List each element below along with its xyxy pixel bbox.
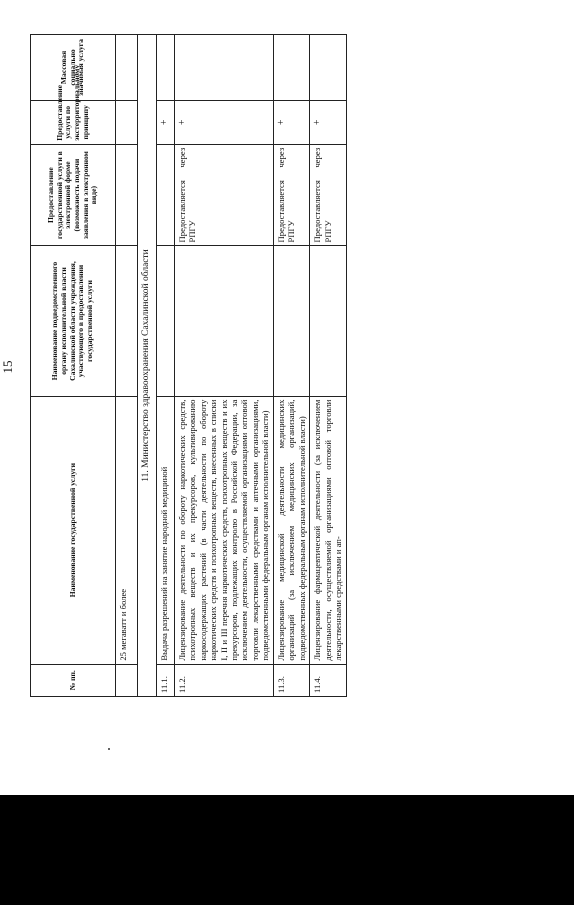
- table-row: [310, 35, 346, 697]
- header-service-name: Наименование государственной услуги: [31, 396, 116, 664]
- cell-name: Лицензирование деятельности по обороту наркотических средств, психотропных веществ и их прекурсоров, культивированию наркосодержащих растений (в части деятельности по обороту наркотических средств и психотропных веществ, внесенных в списки I, II и III перечня наркотических средств, психотропных веществ и их прекурсоров, подлежащих контролю в Российской Федерации, за исключением деятельности, осуществляемой организациями оптовой торговли лекарственными средствами и аптечными организациями, подведомственными федеральным органам исполнительной власти): [174, 396, 273, 664]
- header-mass: Массовая социально значимая услуга: [31, 35, 116, 101]
- cell-num: [116, 664, 138, 696]
- section-title: 11. Министерство здравоохранения Сахалинской области: [138, 35, 157, 697]
- table-header-row: [31, 35, 116, 697]
- cell-num: 11.4.: [310, 664, 346, 696]
- cell-extraterritorial: +: [156, 100, 174, 144]
- cell-extraterritorial: +: [273, 100, 309, 144]
- cell-name: 25 мегаватт и более: [116, 396, 138, 664]
- cell-organ: [156, 246, 174, 396]
- cell-mass: [116, 35, 138, 101]
- cell-organ: [174, 246, 273, 396]
- scan-speck: [108, 748, 110, 750]
- page-number: 15: [0, 360, 15, 374]
- section-row: [138, 35, 157, 697]
- cell-electronic: [156, 144, 174, 246]
- cell-num: 11.1.: [156, 664, 174, 696]
- header-organ: Наименование подведомственного органу исполнительной власти Сахалинской области учреждения, участвующего в предоставлении государственной услуги: [31, 246, 116, 396]
- rotated-document-page: [0, 7, 550, 697]
- services-table: [30, 34, 347, 697]
- cell-electronic: Предоставляется через РПГУ: [310, 144, 346, 246]
- scan-black-margin: [0, 795, 574, 905]
- cell-num: 11.3.: [273, 664, 309, 696]
- table-row: [156, 35, 174, 697]
- cell-name: Выдача разрешений на занятие народной медициной: [156, 396, 174, 664]
- cell-organ: [273, 246, 309, 396]
- cell-organ: [310, 246, 346, 396]
- cell-electronic: Предоставляется через РПГУ: [273, 144, 309, 246]
- cell-extraterritorial: +: [310, 100, 346, 144]
- table-row: [116, 35, 138, 697]
- cell-mass: [273, 35, 309, 101]
- header-num: № пп.: [31, 664, 116, 696]
- cell-num: 11.2.: [174, 664, 273, 696]
- cell-extraterritorial: [116, 100, 138, 144]
- header-electronic: Предоставление государственной услуги в электронной форме (возможность подачи заявления в электронном виде): [31, 144, 116, 246]
- cell-name: Лицензирование фармацевтической деятельности (за исключением деятельности, осуществляемой организациями оптовой торговли лекарственными средствами и ап-: [310, 396, 346, 664]
- header-extraterritorial: Предоставление услуги по экстерриториальному принципу: [31, 100, 116, 144]
- cell-extraterritorial: +: [174, 100, 273, 144]
- cell-organ: [116, 246, 138, 396]
- cell-mass: [310, 35, 346, 101]
- cell-name: Лицензирование медицинской деятельности медицинских организаций (за исключением медицинских организаций, подведомственных федеральным органам исполнительной власти): [273, 396, 309, 664]
- cell-electronic: [116, 144, 138, 246]
- cell-mass: [156, 35, 174, 101]
- table-row: [273, 35, 309, 697]
- table-row: [174, 35, 273, 697]
- cell-mass: [174, 35, 273, 101]
- cell-electronic: Предоставляется через РПГУ: [174, 144, 273, 246]
